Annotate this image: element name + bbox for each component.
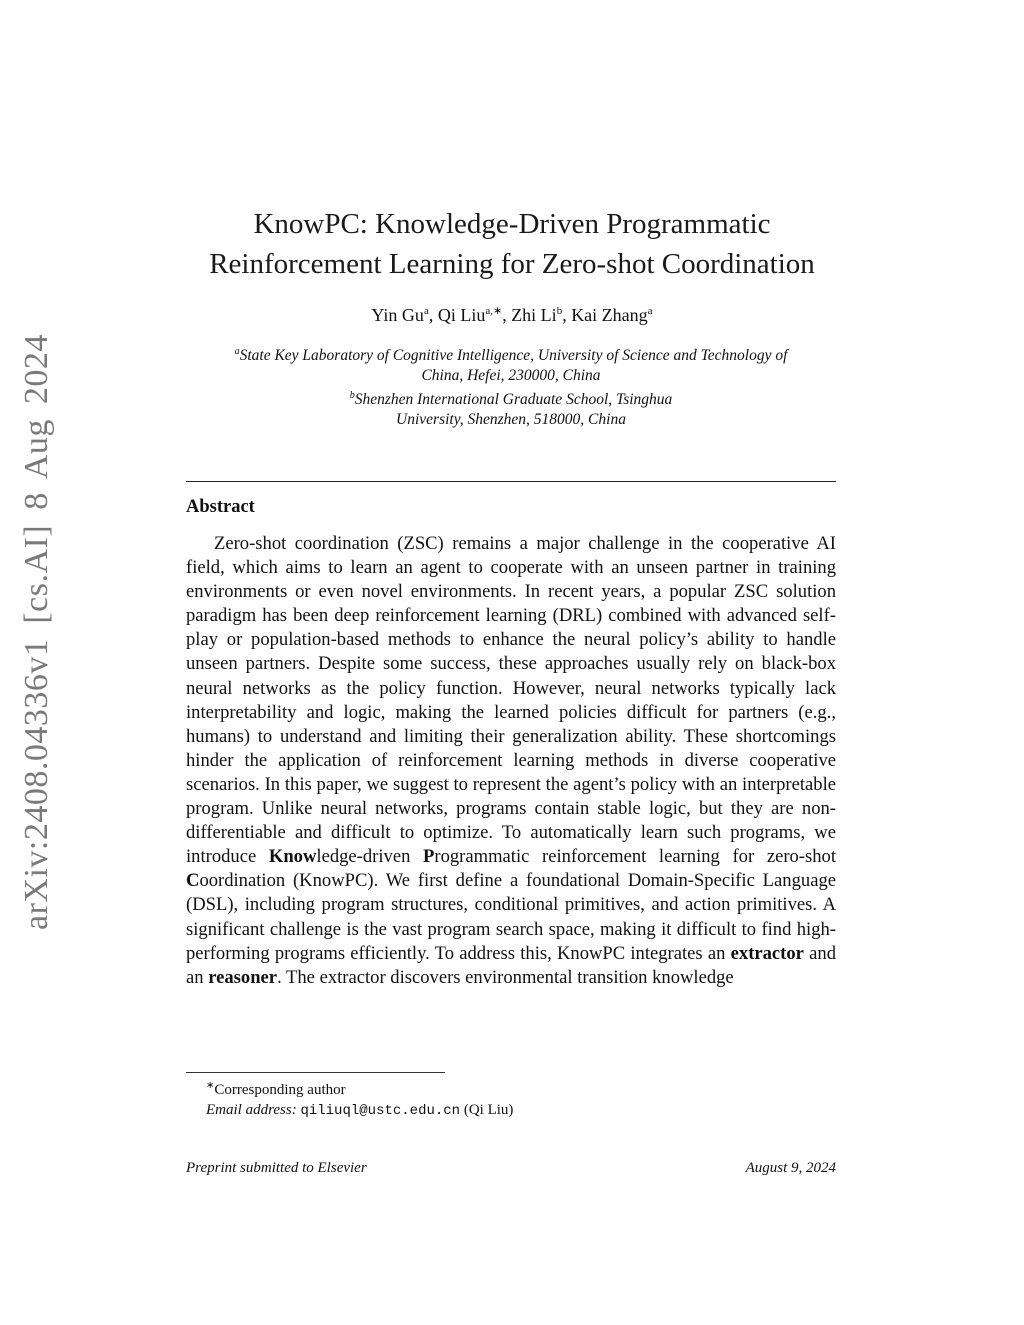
- preprint-note: Preprint submitted to Elsevier: [186, 1160, 367, 1176]
- footnote-rule: [186, 1072, 445, 1073]
- author-name: Qi Liu: [437, 305, 486, 325]
- email-address[interactable]: qiliuql@ustc.edu.cn: [300, 1103, 461, 1119]
- paper-title: [100, 204, 924, 284]
- affiliation-b: $^b$Shenzhen International Graduate School, Tsinghua: [349, 390, 673, 409]
- corresponding-author-note: ∗Corresponding author: [206, 1080, 346, 1098]
- author-name: Zhi Li: [511, 305, 557, 325]
- arxiv-identifier-stamp: arXiv:2408.04336v1 [cs.AI] 8 Aug 2024: [18, 334, 55, 930]
- author-name: Kai Zhang: [571, 305, 648, 325]
- author-list: Yin Gu$^a$, Qi Liu$^{a,∗}$, Zhi Li$^b$, Kai Zhang$^a$: [371, 305, 653, 325]
- title-line-1: KnowPC: Knowledge-Driven Programmatic: [253, 208, 771, 240]
- affiliation-a: $^a$State Key Laboratory of Cognitive Intelligence, University of Science and Technology of: [234, 346, 788, 365]
- author-affiliation-mark: a,∗: [485, 305, 503, 317]
- abstract-top-rule: [186, 481, 836, 482]
- title-line-2: Reinforcement Learning for Zero-shot Coordination: [209, 248, 815, 280]
- affiliation-b-cont: University, Shenzhen, 518000, China: [396, 411, 626, 429]
- footnote: [206, 1076, 826, 1121]
- email-note: Email address: qiliuql@ustc.edu.cn (Qi Liu): [206, 1102, 514, 1119]
- abstract-body: Zero-shot coordination (ZSC) remains a major challenge in the cooperative AI field, which aims to learn an agent to cooperate with an unseen partner in training environments or even novel environments. In recent years, a popular ZSC solution paradigm has been deep reinforcement learning (DRL) combined with advanced self-play or population-based methods to enhance the neural policy’s ability to handle unseen partners. Despite some success, these approaches usually rely on black-box neural networks as the policy function. However, neural networks typically lack interpretability and logic, making the learned policies difficult for partners (e.g., humans) to understand and limiting their generalization ability. These shortcomings hinder the application of reinforcement learning methods in diverse cooperative scenarios. In this paper, we suggest to represent the agent’s policy with an interpretable program. Unlike neural networks, programs contain stable logic, but they are non-differentiable and difficult to optimize. To automatically learn such programs, we introduce Knowledge-driven Programmatic reinforcement learning for zero-shot Coordination (KnowPC). We first define a foundational Domain-Specific Language (DSL), including program structures, conditional primitives, and action primitives. A significant challenge is the vast program search space, making it difficult to find high-performing programs efficiently. To address this, KnowPC integrates an extractor and an reasoner. The extractor discovers environmental transition knowledge: [186, 533, 836, 988]
- submission-date: August 9, 2024: [745, 1160, 836, 1176]
- author-affiliation-mark: b: [556, 305, 563, 317]
- affiliation-a-cont: China, Hefei, 230000, China: [421, 367, 601, 385]
- author-name: Yin Gu: [371, 305, 424, 325]
- abstract-heading: Abstract: [186, 497, 255, 517]
- author-affiliation-mark: a: [423, 305, 429, 317]
- affiliations: [186, 342, 836, 430]
- author-affiliation-mark: a: [647, 305, 653, 317]
